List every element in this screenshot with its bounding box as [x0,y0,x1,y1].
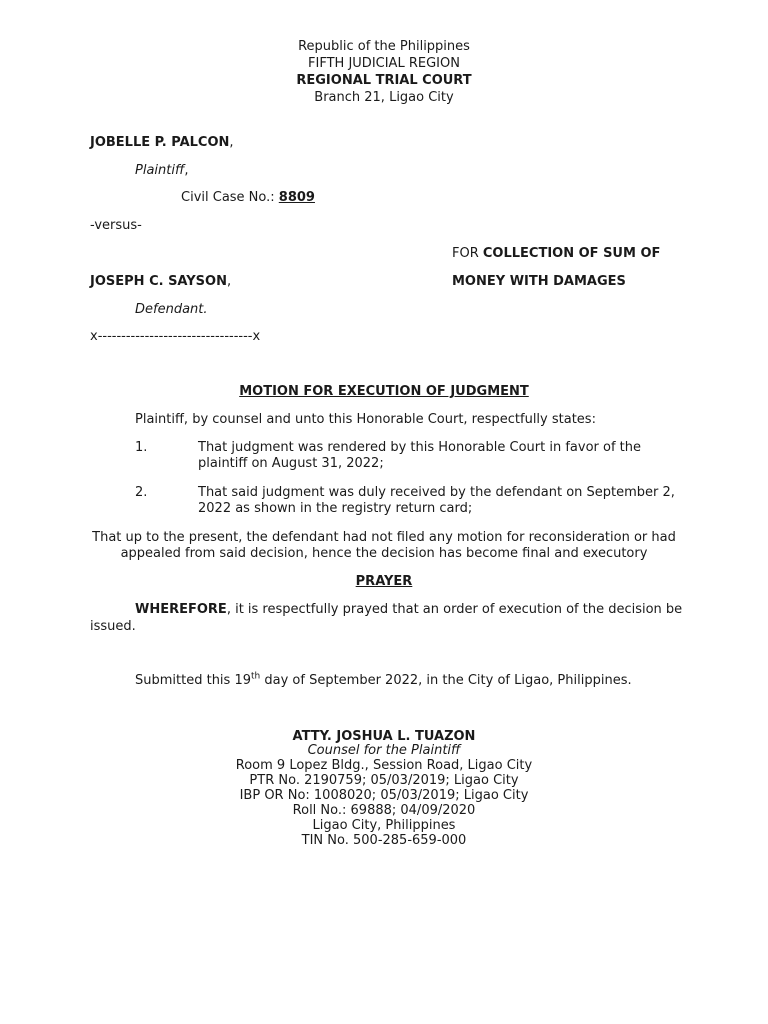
defendant-comma: , [226,274,232,289]
versus: -versus- [90,218,142,233]
header-republic: Republic of the Philippines [298,39,470,54]
item-number: 2. [135,485,148,500]
plaintiff-role: Plaintiff [135,163,185,178]
defendant-line [90,274,231,290]
counsel-tin: TIN No. 500-285-659-000 [301,833,467,848]
prayer-heading: PRAYER [355,574,413,589]
plaintiff-role-line [135,163,189,179]
prayer-line2: issued. [90,619,136,634]
item-text-line: plaintiff on August 31, 2022; [198,456,384,471]
counsel-ptr: PTR No. 2190759; 05/03/2019; Ligao City [249,773,519,788]
case-nature-line1 [452,246,660,262]
item-number: 1. [135,440,148,455]
submitted-line [135,673,632,689]
finality-line1: That up to the present, the defendant had not filed any motion for reconsideration or had [92,530,676,545]
case-number-line [181,190,315,206]
case-number-label: Civil Case No.: [181,190,279,205]
counsel-roll: Roll No.: 69888; 04/09/2020 [292,803,476,818]
item-text-line: 2022 as shown in the registry return card; [198,501,473,516]
submitted-sup: th [251,671,261,682]
item-text-line: That said judgment was duly received by the defendant on September 2, [198,485,675,500]
case-nature-for: FOR [452,246,483,261]
prayer-text: , it is respectfully prayed that an order of execution of the decision be [226,602,683,617]
defendant-name: JOSEPH C. SAYSON [90,274,227,289]
item-text-line: That judgment was rendered by this Honorable Court in favor of the [198,440,642,455]
motion-title: MOTION FOR EXECUTION OF JUDGMENT [239,384,529,399]
plaintiff-comma: , [229,135,234,150]
finality-line2: appealed from said decision, hence the decision has become final and executory [120,546,648,561]
counsel-role: Counsel for the Plaintiff [307,743,461,758]
case-nature-text2: MONEY WITH DAMAGES [452,274,626,289]
counsel-name: ATTY. JOSHUA L. TUAZON [292,729,476,744]
counsel-ibp: IBP OR No: 1008020; 05/03/2019; Ligao City [239,788,529,803]
counsel-address: Room 9 Lopez Bldg., Session Road, Ligao City [235,758,533,773]
prayer-line1 [135,602,682,618]
plaintiff-name: JOBELLE P. PALCON [90,135,230,150]
header-region: FIFTH JUDICIAL REGION [308,56,460,71]
intro-paragraph: Plaintiff, by counsel and unto this Honorable Court, respectfully states: [135,412,596,427]
defendant-role: Defendant. [135,302,208,317]
submitted-post: day of September 2022, in the City of Ligao, Philippines. [260,673,632,688]
case-number: 8809 [278,190,315,205]
counsel-city: Ligao City, Philippines [312,818,456,833]
caption-separator: x---------------------------------x [90,329,261,344]
header-branch: Branch 21, Ligao City [314,90,454,105]
wherefore: WHEREFORE [135,602,227,617]
case-nature-text1: COLLECTION OF SUM OF [482,246,661,261]
submitted-pre: Submitted this 19 [135,673,251,688]
header-court: REGIONAL TRIAL COURT [296,73,472,88]
plaintiff-line [90,135,234,151]
plaintiff-role-comma: , [184,163,189,178]
